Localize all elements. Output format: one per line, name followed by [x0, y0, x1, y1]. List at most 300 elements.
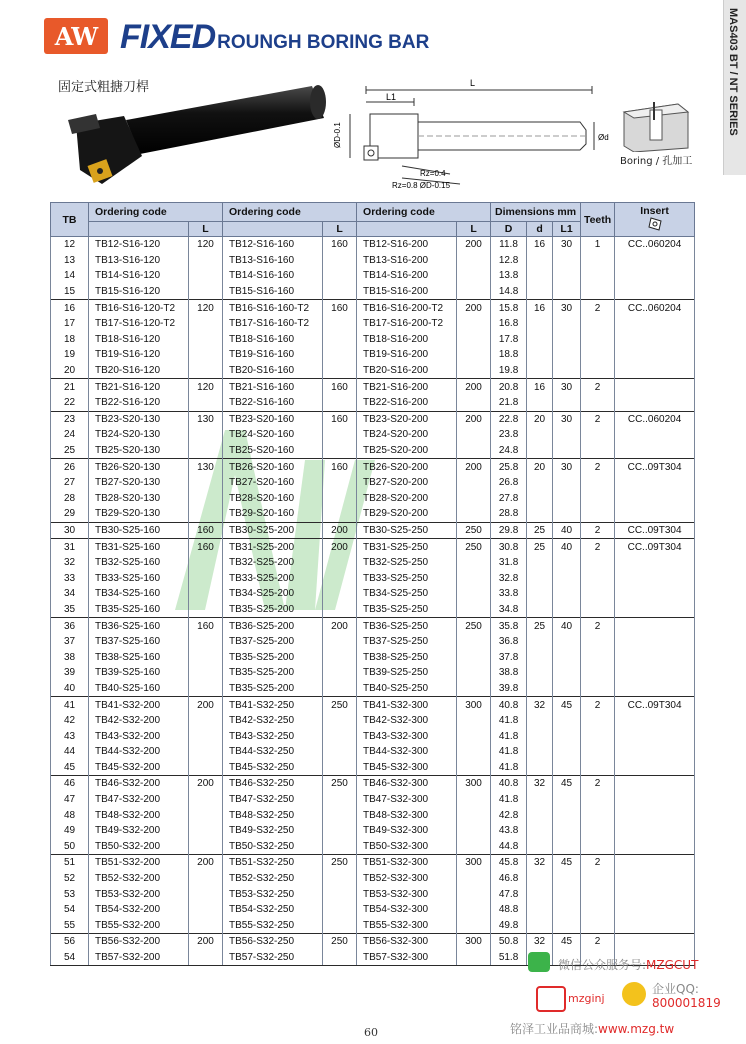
cell-code-3: TB54-S32-300 — [357, 902, 457, 918]
cell-len-L1 — [553, 713, 581, 729]
cell-insert — [615, 253, 695, 269]
cell-len-2 — [323, 586, 357, 602]
cell-len-1: 200 — [189, 855, 223, 871]
cell-code-2: TB25-S20-160 — [223, 443, 323, 459]
cell-len-2 — [323, 347, 357, 363]
cell-dia-d — [527, 902, 553, 918]
cell-tb: 17 — [51, 316, 89, 332]
table-row — [51, 253, 695, 269]
cell-code-1: TB37-S25-160 — [89, 634, 189, 650]
cell-code-3: TB31-S25-250 — [357, 539, 457, 555]
table-row — [51, 491, 695, 507]
cell-code-1: TB30-S25-160 — [89, 522, 189, 539]
cell-len-2 — [323, 395, 357, 411]
cell-code-3: TB56-S32-300 — [357, 934, 457, 950]
cell-code-3: TB46-S32-300 — [357, 776, 457, 792]
cell-dia-D: 24.8 — [491, 443, 527, 459]
cell-tb: 16 — [51, 300, 89, 316]
cell-len-L1 — [553, 491, 581, 507]
cell-dia-D: 25.8 — [491, 459, 527, 475]
cell-len-2 — [323, 506, 357, 522]
cell-insert — [615, 491, 695, 507]
header-L-2: L — [323, 222, 357, 237]
table-row — [51, 792, 695, 808]
cell-len-L1: 45 — [553, 697, 581, 713]
cell-code-1: TB13-S16-120 — [89, 253, 189, 269]
cell-code-1: TB32-S25-160 — [89, 555, 189, 571]
cell-len-3 — [457, 506, 491, 522]
cell-code-2: TB46-S32-250 — [223, 776, 323, 792]
wechat-line: 微信公众服务号:MZGCUT — [558, 958, 699, 972]
cell-len-1 — [189, 792, 223, 808]
cell-len-2 — [323, 681, 357, 697]
cell-len-2: 250 — [323, 855, 357, 871]
header-insert: Insert — [615, 203, 695, 237]
cell-tb: 52 — [51, 871, 89, 887]
cell-len-L1: 30 — [553, 237, 581, 253]
cell-len-3: 200 — [457, 300, 491, 316]
cell-teeth — [581, 902, 615, 918]
cell-len-3 — [457, 886, 491, 902]
cell-teeth — [581, 823, 615, 839]
cell-len-3 — [457, 823, 491, 839]
cell-dia-D: 41.8 — [491, 713, 527, 729]
cell-len-2 — [323, 728, 357, 744]
cell-len-1 — [189, 284, 223, 300]
cell-len-L1: 45 — [553, 776, 581, 792]
cell-insert — [615, 760, 695, 776]
cell-insert: CC..060204 — [615, 300, 695, 316]
cell-len-1 — [189, 823, 223, 839]
cell-code-3: TB41-S32-300 — [357, 697, 457, 713]
cell-code-2: TB49-S32-250 — [223, 823, 323, 839]
cell-dia-D: 14.8 — [491, 284, 527, 300]
cell-dia-D: 26.8 — [491, 475, 527, 491]
cell-teeth — [581, 268, 615, 284]
cell-dia-D: 42.8 — [491, 807, 527, 823]
table-row — [51, 871, 695, 887]
cell-insert — [615, 618, 695, 634]
cell-tb: 33 — [51, 570, 89, 586]
cell-len-3 — [457, 395, 491, 411]
cell-len-L1 — [553, 475, 581, 491]
cell-code-2: TB33-S25-200 — [223, 570, 323, 586]
cell-code-3: TB35-S25-250 — [357, 602, 457, 618]
cell-len-L1 — [553, 681, 581, 697]
cell-len-3 — [457, 332, 491, 348]
boring-pictogram-icon — [618, 98, 694, 152]
cell-dia-D: 33.8 — [491, 586, 527, 602]
cell-len-2: 160 — [323, 300, 357, 316]
cell-len-2: 200 — [323, 618, 357, 634]
cell-code-3: TB33-S25-250 — [357, 570, 457, 586]
cell-insert — [615, 395, 695, 411]
cell-tb: 48 — [51, 807, 89, 823]
cell-len-L1: 40 — [553, 522, 581, 539]
cell-code-3: TB45-S32-300 — [357, 760, 457, 776]
cell-len-2 — [323, 363, 357, 379]
cell-tb: 21 — [51, 379, 89, 395]
cell-teeth — [581, 363, 615, 379]
cell-len-3 — [457, 807, 491, 823]
cell-tb: 41 — [51, 697, 89, 713]
cell-len-L1 — [553, 792, 581, 808]
cell-len-2 — [323, 649, 357, 665]
cell-tb: 38 — [51, 649, 89, 665]
cell-code-2: TB45-S32-250 — [223, 760, 323, 776]
cell-code-2: TB13-S16-160 — [223, 253, 323, 269]
cell-len-L1: 45 — [553, 855, 581, 871]
cell-code-1: TB53-S32-200 — [89, 886, 189, 902]
cell-dia-D: 16.8 — [491, 316, 527, 332]
cell-len-3 — [457, 586, 491, 602]
cell-teeth — [581, 284, 615, 300]
cell-code-2: TB29-S20-160 — [223, 506, 323, 522]
cell-code-1: TB27-S20-130 — [89, 475, 189, 491]
cell-code-1: TB52-S32-200 — [89, 871, 189, 887]
cell-len-3 — [457, 316, 491, 332]
cell-len-3: 250 — [457, 618, 491, 634]
header-teeth: Teeth — [581, 203, 615, 237]
cell-dia-D: 41.8 — [491, 760, 527, 776]
cell-insert — [615, 570, 695, 586]
cell-dia-d: 32 — [527, 776, 553, 792]
cell-len-L1 — [553, 902, 581, 918]
cell-len-L1 — [553, 649, 581, 665]
cell-len-1 — [189, 634, 223, 650]
cell-dia-D: 40.8 — [491, 776, 527, 792]
dim-D: ØD-0.1 — [333, 122, 342, 148]
cell-code-2: TB42-S32-250 — [223, 713, 323, 729]
cell-len-L1 — [553, 886, 581, 902]
cell-dia-d — [527, 491, 553, 507]
cell-teeth — [581, 665, 615, 681]
cell-dia-d — [527, 347, 553, 363]
cell-len-1: 130 — [189, 411, 223, 427]
table-row — [51, 602, 695, 618]
cell-dia-D: 15.8 — [491, 300, 527, 316]
cell-code-3: TB49-S32-300 — [357, 823, 457, 839]
cell-len-3 — [457, 475, 491, 491]
cell-len-2 — [323, 760, 357, 776]
cell-insert — [615, 506, 695, 522]
cell-dia-d — [527, 268, 553, 284]
cell-code-2: TB35-S25-200 — [223, 649, 323, 665]
cell-dia-D: 44.8 — [491, 839, 527, 855]
cell-teeth — [581, 555, 615, 571]
cell-len-2 — [323, 570, 357, 586]
table-row — [51, 807, 695, 823]
cell-code-1: TB19-S16-120 — [89, 347, 189, 363]
cell-code-2: TB24-S20-160 — [223, 427, 323, 443]
cell-insert: CC..060204 — [615, 411, 695, 427]
cell-tb: 23 — [51, 411, 89, 427]
cell-tb: 43 — [51, 728, 89, 744]
cell-tb: 50 — [51, 839, 89, 855]
cell-len-L1 — [553, 760, 581, 776]
cell-insert — [615, 934, 695, 950]
table-row — [51, 284, 695, 300]
cell-teeth: 2 — [581, 776, 615, 792]
cell-len-3 — [457, 950, 491, 966]
cell-len-3: 250 — [457, 522, 491, 539]
cell-code-3: TB51-S32-300 — [357, 855, 457, 871]
table-row — [51, 411, 695, 427]
cell-code-3: TB53-S32-300 — [357, 886, 457, 902]
qq-icon — [622, 982, 646, 1006]
cell-code-1: TB55-S32-200 — [89, 918, 189, 934]
cell-len-3 — [457, 363, 491, 379]
cell-tb: 30 — [51, 522, 89, 539]
cell-teeth — [581, 570, 615, 586]
cell-teeth — [581, 839, 615, 855]
cell-dia-D: 12.8 — [491, 253, 527, 269]
cell-dia-D: 49.8 — [491, 918, 527, 934]
cell-len-L1 — [553, 728, 581, 744]
header-tb: TB — [51, 203, 89, 237]
qq-label: 企业QQ: — [652, 982, 699, 996]
cell-code-3: TB55-S32-300 — [357, 918, 457, 934]
cell-dia-D: 32.8 — [491, 570, 527, 586]
cell-code-2: TB30-S25-200 — [223, 522, 323, 539]
cell-len-1 — [189, 713, 223, 729]
cell-code-1: TB12-S16-120 — [89, 237, 189, 253]
table-row — [51, 586, 695, 602]
cell-dia-D: 46.8 — [491, 871, 527, 887]
cell-len-L1 — [553, 268, 581, 284]
cell-len-L1 — [553, 443, 581, 459]
cell-dia-D: 29.8 — [491, 522, 527, 539]
cell-teeth: 2 — [581, 539, 615, 555]
cell-code-2: TB43-S32-250 — [223, 728, 323, 744]
cell-tb: 28 — [51, 491, 89, 507]
cell-tb: 44 — [51, 744, 89, 760]
cell-len-1 — [189, 665, 223, 681]
table-row — [51, 728, 695, 744]
cell-teeth — [581, 427, 615, 443]
cell-code-2: TB35-S25-200 — [223, 681, 323, 697]
cell-insert: CC..09T304 — [615, 539, 695, 555]
cell-len-L1: 30 — [553, 300, 581, 316]
cell-len-2: 160 — [323, 379, 357, 395]
cell-code-3: TB47-S32-300 — [357, 792, 457, 808]
cell-dia-d: 16 — [527, 379, 553, 395]
cell-len-1 — [189, 555, 223, 571]
header-L-3: L — [457, 222, 491, 237]
cell-tb: 40 — [51, 681, 89, 697]
cell-insert — [615, 823, 695, 839]
table-row — [51, 618, 695, 634]
cell-code-3: TB26-S20-200 — [357, 459, 457, 475]
cell-dia-D: 20.8 — [491, 379, 527, 395]
cell-code-1: TB50-S32-200 — [89, 839, 189, 855]
cell-len-3 — [457, 602, 491, 618]
cell-len-2 — [323, 491, 357, 507]
cell-len-L1 — [553, 665, 581, 681]
cell-tb: 32 — [51, 555, 89, 571]
cell-len-3 — [457, 347, 491, 363]
mall-line: 铭泽工业品商城:www.mzg.tw — [510, 1022, 675, 1036]
cell-code-2: TB53-S32-250 — [223, 886, 323, 902]
table-row — [51, 918, 695, 934]
cell-len-1 — [189, 316, 223, 332]
cell-dia-d — [527, 332, 553, 348]
cell-code-1: TB51-S32-200 — [89, 855, 189, 871]
cell-len-L1 — [553, 347, 581, 363]
cell-tb: 56 — [51, 934, 89, 950]
cell-code-1: TB36-S25-160 — [89, 618, 189, 634]
cell-insert — [615, 665, 695, 681]
cell-len-L1 — [553, 395, 581, 411]
cell-len-3 — [457, 918, 491, 934]
cell-insert — [615, 363, 695, 379]
table-row — [51, 363, 695, 379]
cell-dia-d — [527, 871, 553, 887]
cell-len-2: 160 — [323, 237, 357, 253]
cell-len-L1 — [553, 332, 581, 348]
cell-len-2 — [323, 284, 357, 300]
cell-code-1: TB54-S32-200 — [89, 902, 189, 918]
table-row — [51, 681, 695, 697]
cell-dia-D: 22.8 — [491, 411, 527, 427]
cell-len-3 — [457, 443, 491, 459]
cell-dia-d — [527, 602, 553, 618]
cell-dia-d — [527, 395, 553, 411]
cell-tb: 31 — [51, 539, 89, 555]
cell-insert — [615, 713, 695, 729]
cell-len-3 — [457, 268, 491, 284]
cell-dia-D: 41.8 — [491, 728, 527, 744]
cell-teeth: 2 — [581, 618, 615, 634]
cell-code-1: TB39-S25-160 — [89, 665, 189, 681]
cell-tb: 51 — [51, 855, 89, 871]
cell-code-2: TB50-S32-250 — [223, 839, 323, 855]
cell-teeth — [581, 918, 615, 934]
cell-insert — [615, 902, 695, 918]
cell-code-1: TB17-S16-120-T2 — [89, 316, 189, 332]
table-row — [51, 539, 695, 555]
cell-insert — [615, 555, 695, 571]
cell-len-1 — [189, 602, 223, 618]
cell-dia-D: 11.8 — [491, 237, 527, 253]
cell-len-2 — [323, 792, 357, 808]
cell-len-1 — [189, 728, 223, 744]
cell-len-2 — [323, 634, 357, 650]
cell-code-3: TB40-S25-250 — [357, 681, 457, 697]
cell-insert — [615, 475, 695, 491]
cell-dia-d: 32 — [527, 934, 553, 950]
cell-teeth — [581, 332, 615, 348]
spec-table — [50, 202, 695, 966]
cell-len-3 — [457, 728, 491, 744]
cell-tb: 53 — [51, 886, 89, 902]
cell-teeth — [581, 347, 615, 363]
cell-insert — [615, 268, 695, 284]
cell-insert — [615, 776, 695, 792]
cell-insert — [615, 886, 695, 902]
cell-dia-D: 35.8 — [491, 618, 527, 634]
cell-len-L1 — [553, 634, 581, 650]
cell-len-1 — [189, 427, 223, 443]
cell-len-2 — [323, 807, 357, 823]
cell-dia-d — [527, 570, 553, 586]
cell-code-3: TB23-S20-200 — [357, 411, 457, 427]
cell-teeth — [581, 395, 615, 411]
cell-code-3: TB34-S25-250 — [357, 586, 457, 602]
cell-len-L1 — [553, 316, 581, 332]
cell-code-3: TB18-S16-200 — [357, 332, 457, 348]
cell-dia-D: 41.8 — [491, 744, 527, 760]
header-code-1: Ordering code — [89, 203, 223, 222]
cell-code-1: TB44-S32-200 — [89, 744, 189, 760]
cell-dia-D: 36.8 — [491, 634, 527, 650]
cell-code-2: TB35-S25-200 — [223, 602, 323, 618]
cell-len-1 — [189, 570, 223, 586]
cell-len-2 — [323, 475, 357, 491]
cell-len-L1 — [553, 555, 581, 571]
cell-len-2 — [323, 555, 357, 571]
table-row — [51, 379, 695, 395]
header-d: d — [527, 222, 553, 237]
cell-dia-D: 19.8 — [491, 363, 527, 379]
cell-dia-d — [527, 506, 553, 522]
cell-len-2: 200 — [323, 522, 357, 539]
cell-len-3 — [457, 427, 491, 443]
cell-len-L1: 40 — [553, 539, 581, 555]
cell-len-1 — [189, 918, 223, 934]
cell-len-3: 200 — [457, 379, 491, 395]
cell-len-1 — [189, 871, 223, 887]
cell-code-1: TB38-S25-160 — [89, 649, 189, 665]
cell-code-2: TB21-S16-160 — [223, 379, 323, 395]
cell-len-3 — [457, 681, 491, 697]
cell-insert — [615, 839, 695, 855]
header-code-2: Ordering code — [223, 203, 357, 222]
cell-len-1 — [189, 681, 223, 697]
cell-len-1 — [189, 506, 223, 522]
cell-len-L1 — [553, 744, 581, 760]
table-row — [51, 776, 695, 792]
cell-code-3: TB37-S25-250 — [357, 634, 457, 650]
cell-tb: 47 — [51, 792, 89, 808]
cell-len-3 — [457, 555, 491, 571]
dim-L: L — [470, 78, 476, 88]
cell-len-3: 200 — [457, 411, 491, 427]
cell-len-2: 250 — [323, 776, 357, 792]
cell-dia-d — [527, 728, 553, 744]
cell-dia-d — [527, 284, 553, 300]
cell-tb: 54 — [51, 950, 89, 966]
cell-code-3: TB21-S16-200 — [357, 379, 457, 395]
cell-len-L1 — [553, 602, 581, 618]
cell-tb: 54 — [51, 902, 89, 918]
cell-dia-D: 31.8 — [491, 555, 527, 571]
cell-len-1 — [189, 886, 223, 902]
cell-tb: 34 — [51, 586, 89, 602]
cell-len-3 — [457, 902, 491, 918]
cell-len-2 — [323, 427, 357, 443]
table-row — [51, 886, 695, 902]
cell-teeth — [581, 744, 615, 760]
cell-code-2: TB52-S32-250 — [223, 871, 323, 887]
cell-code-3: TB52-S32-300 — [357, 871, 457, 887]
cell-code-1: TB48-S32-200 — [89, 807, 189, 823]
cell-code-3: TB22-S16-200 — [357, 395, 457, 411]
cell-code-2: TB47-S32-250 — [223, 792, 323, 808]
qq-number: 800001819 — [652, 996, 721, 1010]
cell-code-3: TB16-S16-200-T2 — [357, 300, 457, 316]
cell-insert — [615, 443, 695, 459]
